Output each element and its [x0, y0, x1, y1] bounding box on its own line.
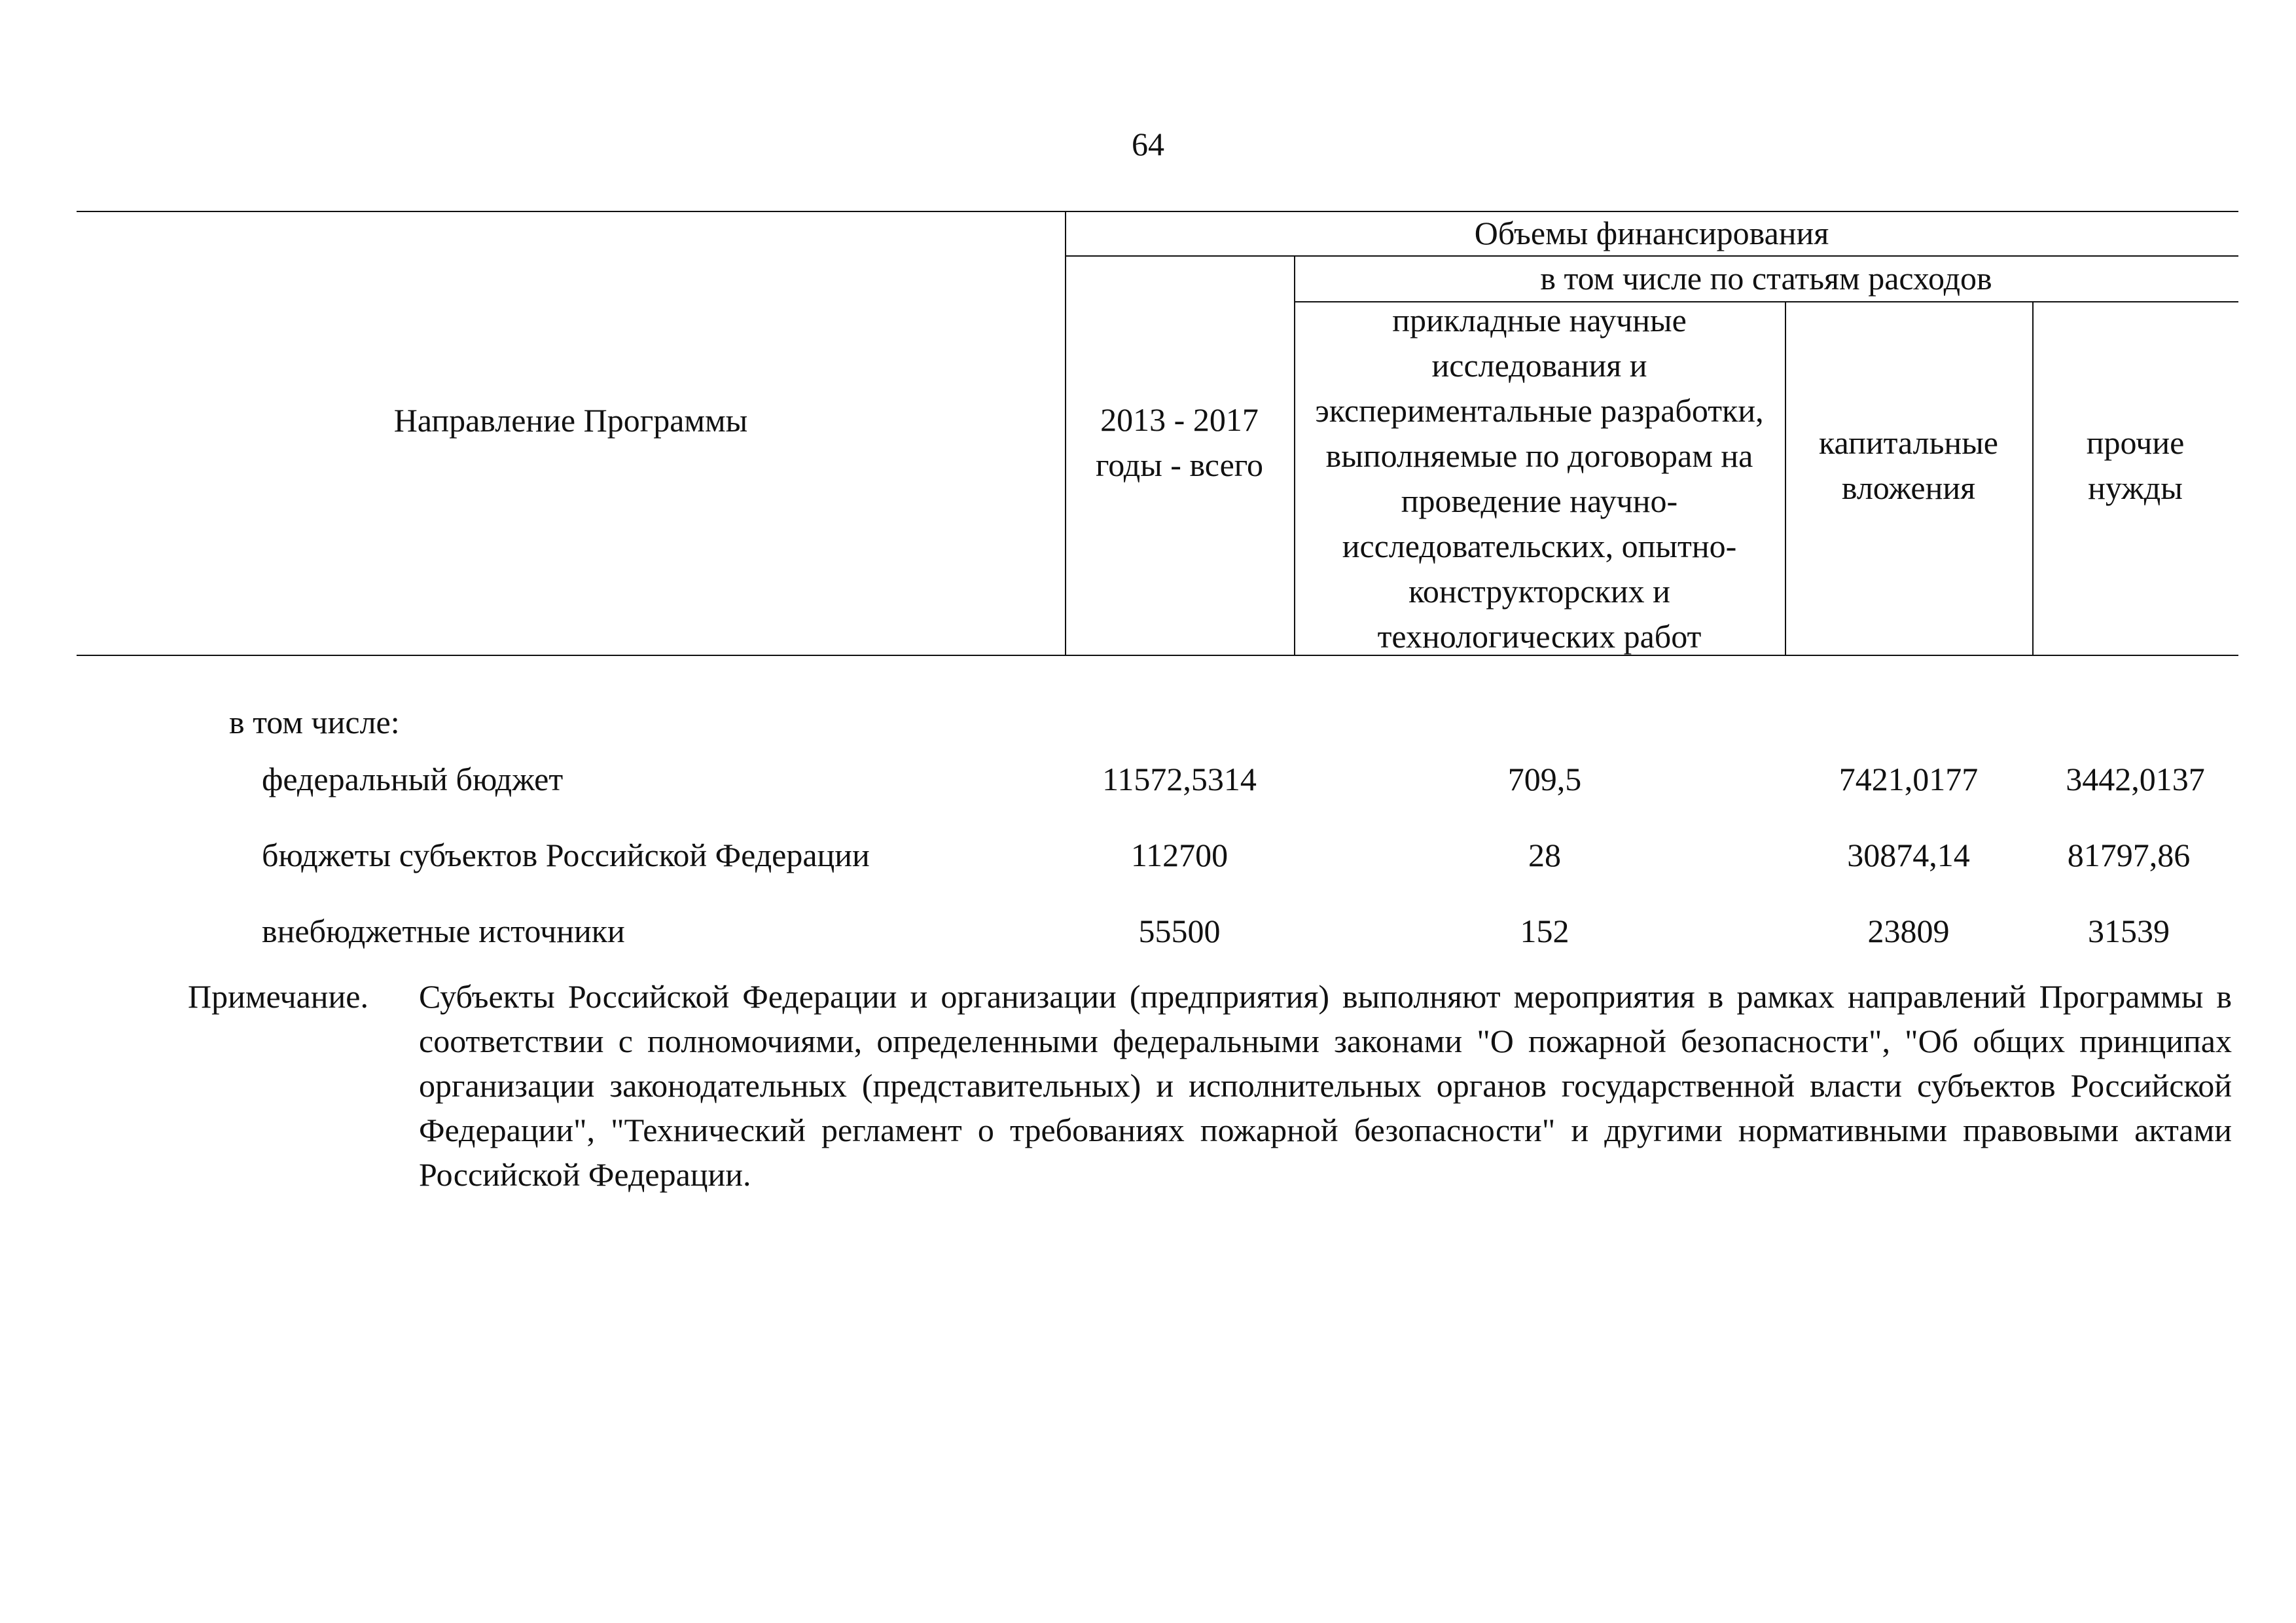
row-other: 81797,86 — [2067, 837, 2191, 873]
row-niokr: 709,5 — [1507, 761, 1582, 797]
header-direction: Направление Программы — [393, 401, 748, 439]
header-other: прочие нужды — [2086, 424, 2185, 506]
row-capital: 7421,0177 — [1839, 761, 1979, 797]
row-name: федеральный бюджет — [262, 761, 564, 797]
row-total: 112700 — [1130, 837, 1229, 873]
subheading-including: в том числе: — [229, 704, 400, 740]
header-funding-volumes: Объемы финансирования — [1474, 214, 1829, 251]
row-name: бюджеты субъектов Российской Федерации — [262, 837, 870, 873]
row-other: 31539 — [2088, 913, 2170, 949]
table-header — [77, 211, 2238, 656]
note-text: Субъекты Российской Федерации и организации (предприятия) выполняют мероприятия в рамках направлений Программы в соответствии с полномочиями, определенными федеральными законами "О пожарной безопасности", "Об общих принципах организации законодательных (представительных) и исполнительных органов государственной власти субъектов Российской Федерации", "Технический регламент о требованиях пожарной безопасности" и другими нормативными правовыми актами Российской Федерации. — [419, 978, 2232, 1193]
note-label: Примечание. — [188, 978, 369, 1015]
row-name: внебюджетные источники — [262, 913, 625, 949]
page-number: 64 — [1132, 126, 1164, 162]
row-total: 55500 — [1138, 913, 1221, 949]
header-capital: капитальные вложения — [1819, 424, 1998, 506]
row-niokr: 28 — [1528, 837, 1561, 873]
header-niokr: прикладные научные исследования и экспериментальные разработки, выполняемые по договорам на проведение научно-исследовательских, опытно-конструкторских и технологических работ — [1315, 302, 1764, 655]
row-niokr: 152 — [1520, 913, 1570, 949]
row-other: 3442,0137 — [2066, 761, 2205, 797]
row-capital: 30874,14 — [1847, 837, 1970, 873]
header-total-period: 2013 - 2017 годы - всего — [1095, 401, 1264, 483]
row-capital: 23809 — [1867, 913, 1950, 949]
header-including-articles: в том числе по статьям расходов — [1540, 259, 1992, 297]
row-total: 11572,5314 — [1102, 761, 1257, 797]
